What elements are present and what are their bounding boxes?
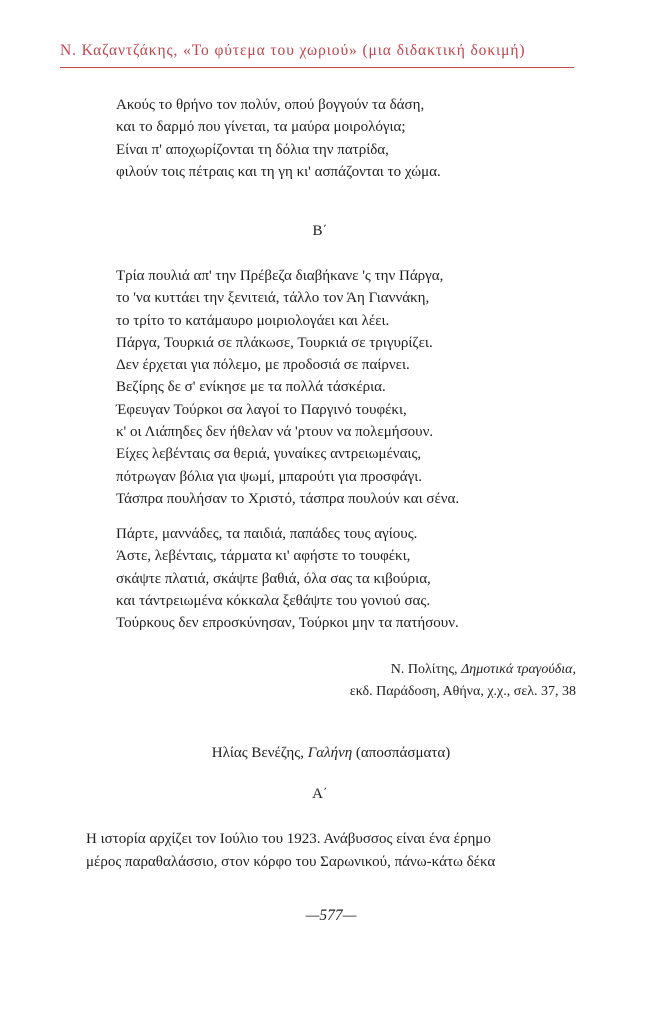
- verse-line: Βεζίρης δε σ' ενίκησε με τα πολλά τάσκέρια.: [116, 379, 386, 396]
- excerpt-note: (αποσπάσματα): [355, 745, 451, 761]
- excerpt-heading: [0, 745, 662, 762]
- running-header: Ν. Καζαντζάκης, «Το φύτεμα του χωριού» (μια διδακτική δοκιμή): [60, 42, 526, 59]
- verse-line: Ακούς το θρήνο τον πολύν, οπού βογγούν τα δάση,: [116, 97, 425, 113]
- section-label-a: Α΄: [312, 786, 328, 802]
- verse-line: Είναι π' αποχωρίζονται τη δόλια την πατρίδα,: [116, 141, 389, 158]
- excerpt-author: Ηλίας Βενέζης,: [211, 745, 304, 761]
- verse-line: Δεν έρχεται για πόλεμο, με προδοσιά σε παίρνει.: [116, 357, 410, 374]
- excerpt-title: Γαλήνη: [307, 745, 353, 761]
- poem-stanza-exhortation: [116, 523, 459, 634]
- verse-line: κ' οι Λιάπηδες δεν ήθελαν νά 'ρτουν να πολεμήσουν.: [116, 424, 434, 441]
- citation-line-1: [350, 659, 576, 681]
- verse-line: το 'να κυττάει την ξενιτειά, τάλλο τον Άη Γιαννάκη,: [116, 290, 430, 307]
- header-rule: [60, 67, 574, 68]
- citation-details: εκδ. Παράδοση, Αθήνα, χ.χ., σελ. 37, 38: [349, 684, 576, 699]
- verse-line: Πάργα, Τουρκιά σε πλάκωσε, Τουρκιά σε τριγυρίζει.: [116, 334, 433, 351]
- prose-line: Η ιστορία αρχίζει τον Ιούλιο του 1923. Ανάβυσσος είναι ένα έρημο: [86, 831, 491, 847]
- verse-line: το τρίτο το κατάμαυρο μοιριολογάει και λέει.: [116, 312, 390, 329]
- verse-line: σκάψτε πλατιά, σκάψτε βαθιά, όλα σας τα κιβούρια,: [116, 570, 431, 587]
- verse-line: φιλούν τοις πέτραις και τη γη κι' ασπάζονται το χώμα.: [116, 163, 441, 180]
- citation-author: Ν. Πολίτης,: [390, 662, 458, 677]
- page-number: —577—: [305, 907, 357, 924]
- verse-line: Τούρκους δεν επροσκύνησαν, Τούρκοι μην τα πατήσουν.: [116, 615, 459, 632]
- verse-line: πότρωγαν βόλια για ψωμί, μπαρούτι για προσφάγι.: [116, 468, 423, 485]
- prose-line: μέρος παραθαλάσσιο, στον κόρφο του Σαρωνικού, πάνω-κάτω δέκα: [86, 853, 496, 870]
- verse-line: Τάσπρα πουλήσαν το Χριστό, τάσπρα πουλούν και σένα.: [116, 490, 460, 507]
- verse-line: και το δαρμό που γίνεται, τα μαύρα μοιρολόγια;: [116, 119, 406, 136]
- poem-stanza-parga: [116, 265, 459, 510]
- verse-line: και τάντρειωμένα κόκκαλα ξεθάψτε του γονιού σας.: [116, 592, 431, 609]
- verse-line: Άστε, λεβένταις, τάρματα κι' αφήστε το τουφέκι,: [116, 548, 411, 565]
- citation-work: Δημοτικά τραγούδια,: [461, 662, 576, 677]
- section-label-b: Β΄: [312, 223, 328, 239]
- source-citation: [350, 659, 576, 703]
- verse-line: Τρία πουλιά απ' την Πρέβεζα διαβήκανε 'ς την Πάργα,: [116, 268, 444, 284]
- poem-stanza-lament: [116, 94, 441, 183]
- verse-line: Έφευγαν Τούρκοι σα λαγοί το Παργινό τουφέκι,: [116, 401, 407, 418]
- verse-line: Είχες λεβένταις σα θεριά, γυναίκες αντρειωμέναις,: [116, 446, 422, 463]
- prose-paragraph: [86, 828, 495, 873]
- verse-line: Πάρτε, μαννάδες, τα παιδιά, παπάδες τους αγίους.: [116, 526, 418, 542]
